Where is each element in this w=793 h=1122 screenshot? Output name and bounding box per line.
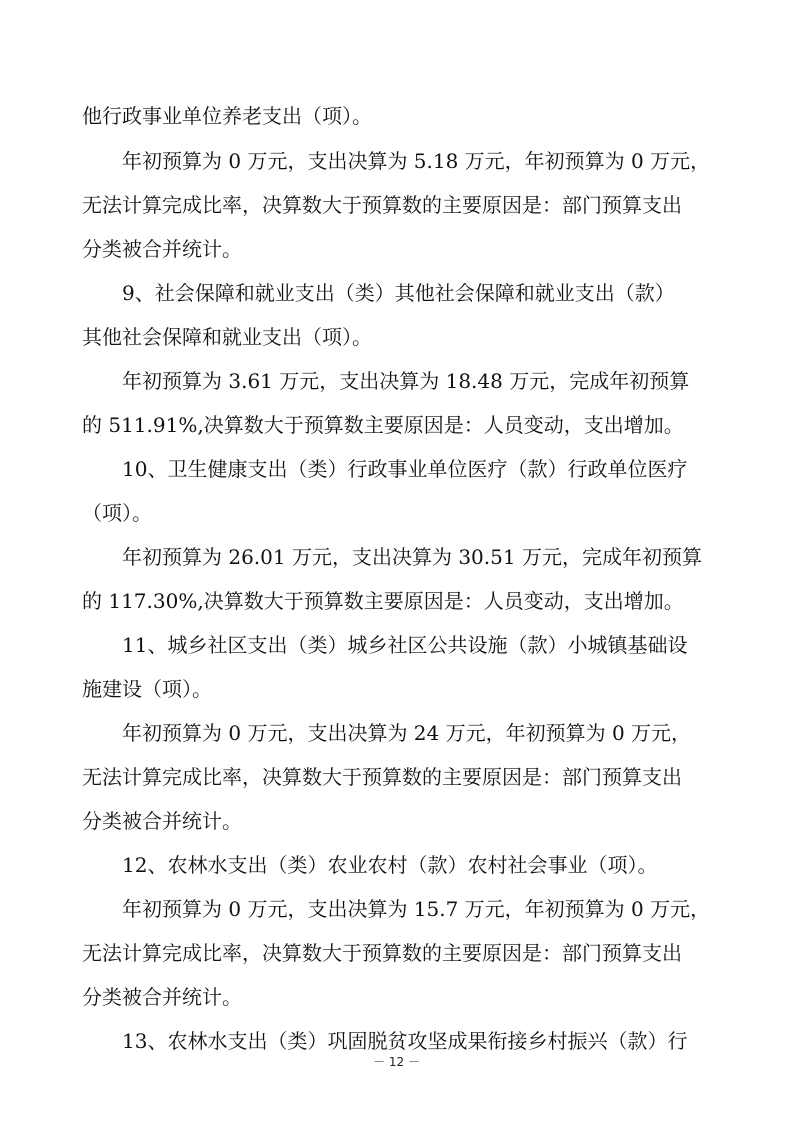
text-line: 无法计算完成比率，决算数大于预算数的主要原因是：部门预算支出 xyxy=(82,941,682,965)
text-line: 年初预算为 0 万元，支出决算为 24 万元，年初预算为 0 万元， xyxy=(122,721,692,745)
text-line: 年初预算为 3.61 万元，支出决算为 18.48 万元，完成年初预算 xyxy=(122,369,690,393)
text-line: 他行政事业单位养老支出（项）。 xyxy=(82,104,372,128)
text-line: （项）。 xyxy=(82,501,152,525)
text-line: 无法计算完成比率，决算数大于预算数的主要原因是：部门预算支出 xyxy=(82,193,682,217)
text-line: 年初预算为 0 万元，支出决算为 5.18 万元，年初预算为 0 万元， xyxy=(122,149,711,173)
text-line: 11、城乡社区支出（类）城乡社区公共设施（款）小城镇基础设 xyxy=(122,633,688,657)
text-line: 分类被合并统计。 xyxy=(82,809,242,833)
text-line: 无法计算完成比率，决算数大于预算数的主要原因是：部门预算支出 xyxy=(82,765,682,789)
text-line: 10、卫生健康支出（类）行政事业单位医疗（款）行政单位医疗 xyxy=(122,457,688,481)
text-line: 施建设（项）。 xyxy=(82,677,212,701)
text-line: 分类被合并统计。 xyxy=(82,237,242,261)
text-line: 年初预算为 0 万元，支出决算为 15.7 万元，年初预算为 0 万元， xyxy=(122,897,711,921)
text-line: 12、农林水支出（类）农业农村（款）农村社会事业（项）。 xyxy=(122,853,658,877)
text-line: 的 117.30%,决算数大于预算数主要原因是：人员变动，支出增加。 xyxy=(82,589,684,613)
text-line: 年初预算为 26.01 万元，支出决算为 30.51 万元，完成年初预算 xyxy=(122,545,702,569)
text-line: 9、社会保障和就业支出（类）其他社会保障和就业支出（款） xyxy=(122,281,675,305)
text-line: 的 511.91%,决算数大于预算数主要原因是：人员变动，支出增加。 xyxy=(82,413,684,437)
page-number: － 12 － xyxy=(373,1055,420,1069)
text-line: 其他社会保障和就业支出（项）。 xyxy=(82,325,372,349)
text-line: 分类被合并统计。 xyxy=(82,985,242,1009)
text-line: 13、农林水支出（类）巩固脱贫攻坚成果衔接乡村振兴（款）行 xyxy=(122,1029,688,1053)
